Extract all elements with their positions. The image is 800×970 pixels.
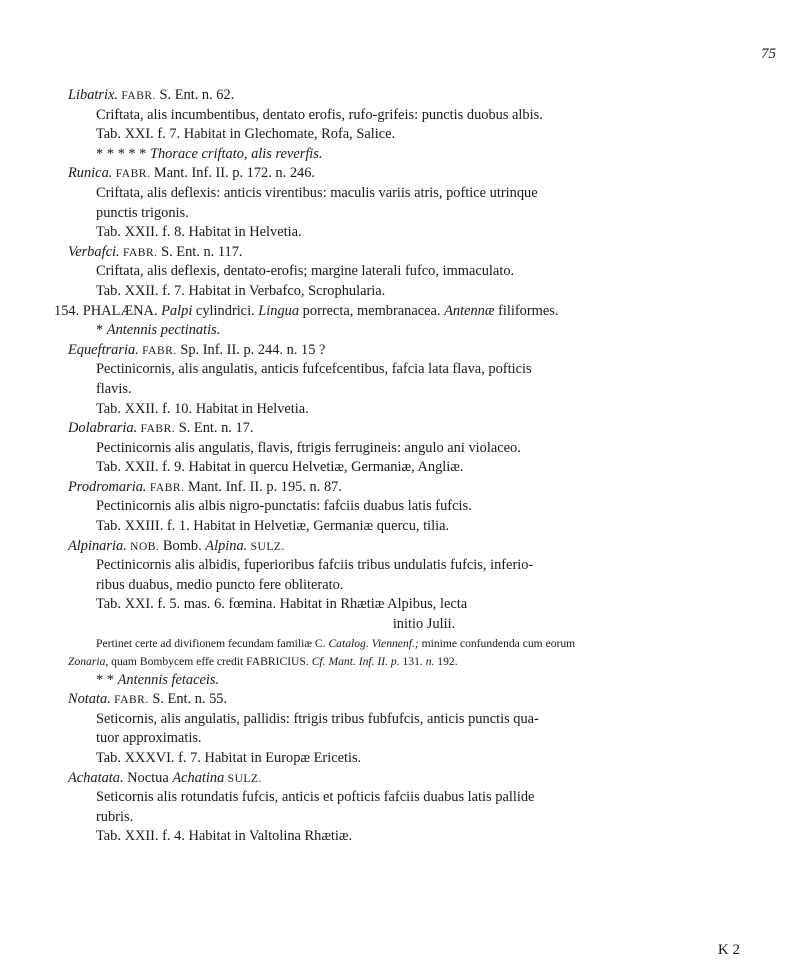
text-segment: cylindrici. <box>192 302 259 319</box>
text-segment: Thorace criftato, alis reverfis. <box>149 145 323 162</box>
text-line <box>68 164 780 184</box>
text-segment: Criftata, alis incumbentibus, dentato erofis, rufo-grifeis: punctis duobus albis. <box>96 106 543 123</box>
text-segment: Dolabraria. <box>68 420 138 437</box>
text-segment: Zonaria, <box>68 654 109 668</box>
text-segment: initio Julii. <box>392 616 456 633</box>
text-segment: n. <box>425 654 435 668</box>
text-segment: Tab. XXI. f. 5. mas. 6. fœmina. Habitat in Rhætiæ Alpibus, lecta <box>96 596 468 613</box>
text-segment: Criftata, alis deflexis, dentato-erofis; margine laterali fufco, immaculato. <box>96 263 515 280</box>
text-segment: Pectinicornis alis angulatis, flavis, ftrigis ferrugineis: angulo ani violaceo. <box>96 439 521 456</box>
text-line <box>68 615 780 635</box>
text-segment: Tab. XXXVI. f. 7. Habitat in Europæ Ericetis. <box>96 750 362 766</box>
text-segment: 192. <box>434 654 458 668</box>
text-segment: flavis. <box>96 380 132 397</box>
text-line <box>68 86 780 106</box>
text-line <box>68 788 780 808</box>
text-line <box>68 360 780 380</box>
text-line <box>68 341 780 361</box>
text-segment: Libatrix. <box>68 87 118 103</box>
text-line <box>68 710 780 730</box>
text-segment: Palpi <box>161 302 193 319</box>
text-segment: Tab. XXII. f. 10. Habitat in Helvetia. <box>96 400 309 417</box>
text-segment: minime confundenda cum eorum <box>418 636 576 650</box>
text-segment: Bomb. <box>159 537 206 554</box>
text-segment: Prodromaria. <box>68 478 147 495</box>
text-segment: Achatata. <box>68 769 124 786</box>
text-segment: * * <box>96 671 118 688</box>
text-segment: Noctua <box>123 769 173 786</box>
text-line <box>68 419 780 439</box>
text-line <box>68 729 780 749</box>
text-segment: Tab. XXII. f. 7. Habitat in Verbafco, Scrophularia. <box>96 282 386 299</box>
text-segment: Pectinicornis, alis angulatis, anticis fufcefcentibus, fafcia lata flava, pofticis <box>96 361 532 378</box>
text-segment: Tab. XXIII. f. 1. Habitat in Helvetiæ, Germaniæ quercu, tilia. <box>96 518 450 535</box>
text-segment: FABR. <box>110 694 149 707</box>
text-line <box>68 321 780 341</box>
text-line <box>68 517 780 537</box>
text-line <box>68 827 780 847</box>
text-segment: Antennæ <box>444 302 495 319</box>
text-segment: Mant. Inf. II. p. 195. n. 87. <box>184 478 342 495</box>
text-segment: tuor approximatis. <box>96 730 202 747</box>
text-segment: Notata. <box>68 691 111 708</box>
text-segment: Runica. <box>68 165 113 182</box>
text-segment: FABR. <box>112 168 151 181</box>
page <box>54 0 780 970</box>
text-segment: Pectinicornis alis albis nigro-punctatis: fafciis duabus latis fufcis. <box>96 498 472 515</box>
text-line <box>68 282 780 302</box>
text-line <box>68 184 780 204</box>
text-segment: FABR. <box>146 481 185 494</box>
text-line <box>54 302 780 322</box>
text-segment: Tab. XXII. f. 9. Habitat in quercu Helvetiæ, Germaniæ, Angliæ. <box>96 459 464 476</box>
text-segment: Pectinicornis alis albidis, fuperioribus fafciis tribus undulatis fufcis, inferio- <box>96 557 534 574</box>
text-segment: Criftata, alis deflexis: anticis virentibus: maculis variis atris, poftice utrinque <box>96 184 538 201</box>
text-segment: porrecta, membranacea. <box>299 302 445 319</box>
text-segment: SULZ. <box>224 772 262 785</box>
text-segment: Sp. Inf. II. p. 244. n. 15 ? <box>176 341 326 358</box>
text-segment: Pertinet certe ad divifionem fecundam familiæ C. <box>96 636 329 650</box>
text-segment: Seticornis alis rotundatis fufcis, anticis et pofticis fafciis duabus latis pallide <box>96 789 535 806</box>
page-number: 75 <box>761 46 776 62</box>
text-segment: * * * * * <box>96 145 150 162</box>
text-segment: SULZ. <box>247 540 285 553</box>
text-line <box>68 400 780 420</box>
text-segment: ribus duabus, medio puncto fere obliterato. <box>96 576 344 593</box>
text-line <box>68 497 780 517</box>
text-segment: rubris. <box>96 808 134 825</box>
text-line <box>68 808 780 828</box>
text-line <box>68 145 780 165</box>
text-segment: 131. <box>399 654 426 668</box>
text-line <box>68 671 780 691</box>
text-segment: Lingua <box>258 302 300 319</box>
text-segment: FABR. <box>119 246 158 259</box>
text-line <box>68 576 780 596</box>
text-segment: S. Ent. n. 55. <box>148 691 228 708</box>
text-segment: FABR. <box>138 344 177 357</box>
text-segment: Cf. Mant. Inf. II. p. <box>311 654 400 668</box>
text-segment: Verbafci. <box>68 243 120 260</box>
text-segment: Equeftraria. <box>68 341 139 358</box>
text-line <box>68 262 780 282</box>
text-segment: S. Ent. n. 62. <box>155 87 235 103</box>
text-segment: Tab. XXI. f. 7. Habitat in Glechomate, Rofa, Salice. <box>96 126 396 143</box>
text-line <box>68 243 780 263</box>
text-segment: FABR. <box>137 423 176 436</box>
text-segment: punctis trigonis. <box>96 204 189 221</box>
text-line <box>68 478 780 498</box>
text-segment: Tab. XXII. f. 4. Habitat in Valtolina Rhætiæ. <box>96 828 353 845</box>
text-segment: 154. PHALÆNA. <box>54 302 162 319</box>
text-line <box>68 204 780 224</box>
text-line <box>68 380 780 400</box>
text-line <box>68 125 780 145</box>
text-line <box>68 769 780 789</box>
text-line <box>68 595 780 615</box>
text-segment: Achatina <box>172 769 225 786</box>
text-line <box>68 223 780 243</box>
text-line <box>68 556 780 576</box>
text-segment: Antennis pectinatis. <box>106 322 221 339</box>
text-segment: Antennis fetaceis. <box>117 671 220 688</box>
signature-mark: K 2 <box>717 942 740 958</box>
text-segment: Alpinaria. <box>68 537 127 554</box>
text-line <box>68 635 780 653</box>
text-segment: * <box>96 322 107 339</box>
text-segment: S. Ent. n. 17. <box>175 420 254 437</box>
text-segment: Mant. Inf. II. p. 172. n. 246. <box>150 165 315 182</box>
text-segment: NOB. <box>126 540 160 553</box>
page-body <box>54 86 780 847</box>
text-line <box>68 458 780 478</box>
text-segment: Alpina. <box>205 537 248 554</box>
text-segment: FABR. <box>117 90 156 102</box>
text-line <box>68 106 780 126</box>
text-segment: Catalog. Viennenf.; <box>328 636 419 650</box>
text-segment: S. Ent. n. 117. <box>157 243 243 260</box>
text-line <box>68 537 780 557</box>
text-segment: Seticornis, alis angulatis, pallidis: ftrigis tribus fubfufcis, anticis punctis qua- <box>96 710 539 727</box>
text-segment: filiformes. <box>494 302 559 319</box>
text-segment: Tab. XXII. f. 8. Habitat in Helvetia. <box>96 224 302 241</box>
text-segment: quam Bombycem effe credit FABRICIUS. <box>108 654 312 668</box>
text-line <box>68 749 780 769</box>
text-line <box>68 653 780 671</box>
text-line <box>68 690 780 710</box>
text-line <box>68 439 780 459</box>
